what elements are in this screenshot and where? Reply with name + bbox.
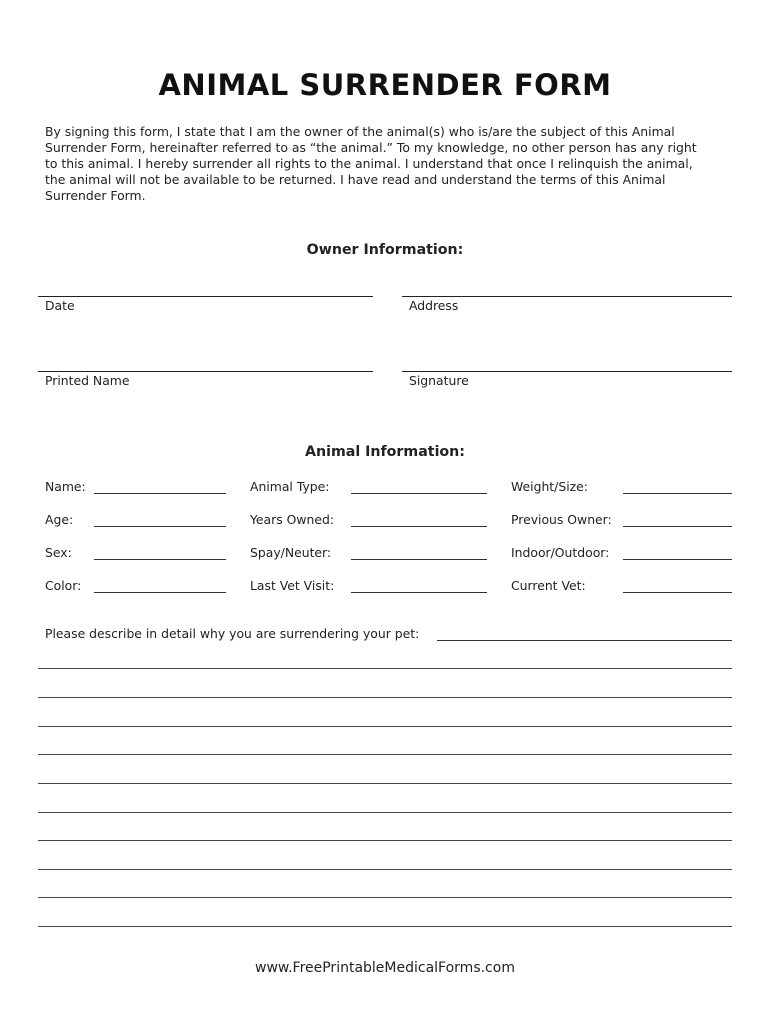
intro-line: Surrender Form. [45, 188, 146, 203]
describe-line[interactable] [38, 754, 732, 755]
date-label: Date [45, 298, 75, 313]
describe-first-line[interactable] [437, 640, 732, 641]
animal-information-heading: Animal Information: [305, 444, 465, 460]
owner-information-heading: Owner Information: [306, 242, 464, 258]
printed-name-label: Printed Name [45, 373, 130, 388]
indoor-outdoor-field[interactable] [623, 559, 732, 560]
printed-name-line[interactable] [38, 371, 373, 372]
intro-line: the animal will not be available to be returned. I have read and understand the terms of this Animal [45, 172, 666, 187]
animal-type-field[interactable] [351, 493, 487, 494]
sex-field[interactable] [94, 559, 226, 560]
form-title: ANIMAL SURRENDER FORM [158, 68, 612, 102]
describe-line[interactable] [38, 926, 732, 927]
date-line[interactable] [38, 296, 373, 297]
years-owned-label: Years Owned: [250, 512, 335, 527]
color-label: Color: [45, 578, 82, 593]
years-owned-field[interactable] [351, 526, 487, 527]
describe-line[interactable] [38, 812, 732, 813]
signature-label: Signature [409, 373, 469, 388]
describe-line[interactable] [38, 869, 732, 870]
intro-line: to this animal. I hereby surrender all rights to the animal. I understand that once I relinquish the animal, [45, 156, 693, 171]
last-vet-visit-label: Last Vet Visit: [250, 578, 335, 593]
weight-size-field[interactable] [623, 493, 732, 494]
describe-line[interactable] [38, 726, 732, 727]
previous-owner-field[interactable] [623, 526, 732, 527]
spay-neuter-label: Spay/Neuter: [250, 545, 332, 560]
previous-owner-label: Previous Owner: [511, 512, 612, 527]
spay-neuter-field[interactable] [351, 559, 487, 560]
animal-type-label: Animal Type: [250, 479, 330, 494]
intro-line: By signing this form, I state that I am the owner of the animal(s) who is/are the subject of this Animal [45, 124, 675, 139]
address-line[interactable] [402, 296, 732, 297]
name-label: Name: [45, 479, 86, 494]
describe-line[interactable] [38, 840, 732, 841]
describe-prompt: Please describe in detail why you are surrendering your pet: [45, 626, 420, 641]
weight-size-label: Weight/Size: [511, 479, 588, 494]
describe-line[interactable] [38, 697, 732, 698]
age-label: Age: [45, 512, 74, 527]
current-vet-field[interactable] [623, 592, 732, 593]
intro-line: Surrender Form, hereinafter referred to as “the animal.” To my knowledge, no other person has any right [45, 140, 697, 155]
name-field[interactable] [94, 493, 226, 494]
indoor-outdoor-label: Indoor/Outdoor: [511, 545, 610, 560]
age-field[interactable] [94, 526, 226, 527]
describe-line[interactable] [38, 668, 732, 669]
signature-line[interactable] [402, 371, 732, 372]
intro-paragraph [45, 124, 735, 204]
sex-label: Sex: [45, 545, 72, 560]
footer-website: www.FreePrintableMedicalForms.com [255, 960, 515, 976]
address-label: Address [409, 298, 459, 313]
color-field[interactable] [94, 592, 226, 593]
describe-line[interactable] [38, 897, 732, 898]
describe-line[interactable] [38, 783, 732, 784]
current-vet-label: Current Vet: [511, 578, 586, 593]
last-vet-visit-field[interactable] [351, 592, 487, 593]
